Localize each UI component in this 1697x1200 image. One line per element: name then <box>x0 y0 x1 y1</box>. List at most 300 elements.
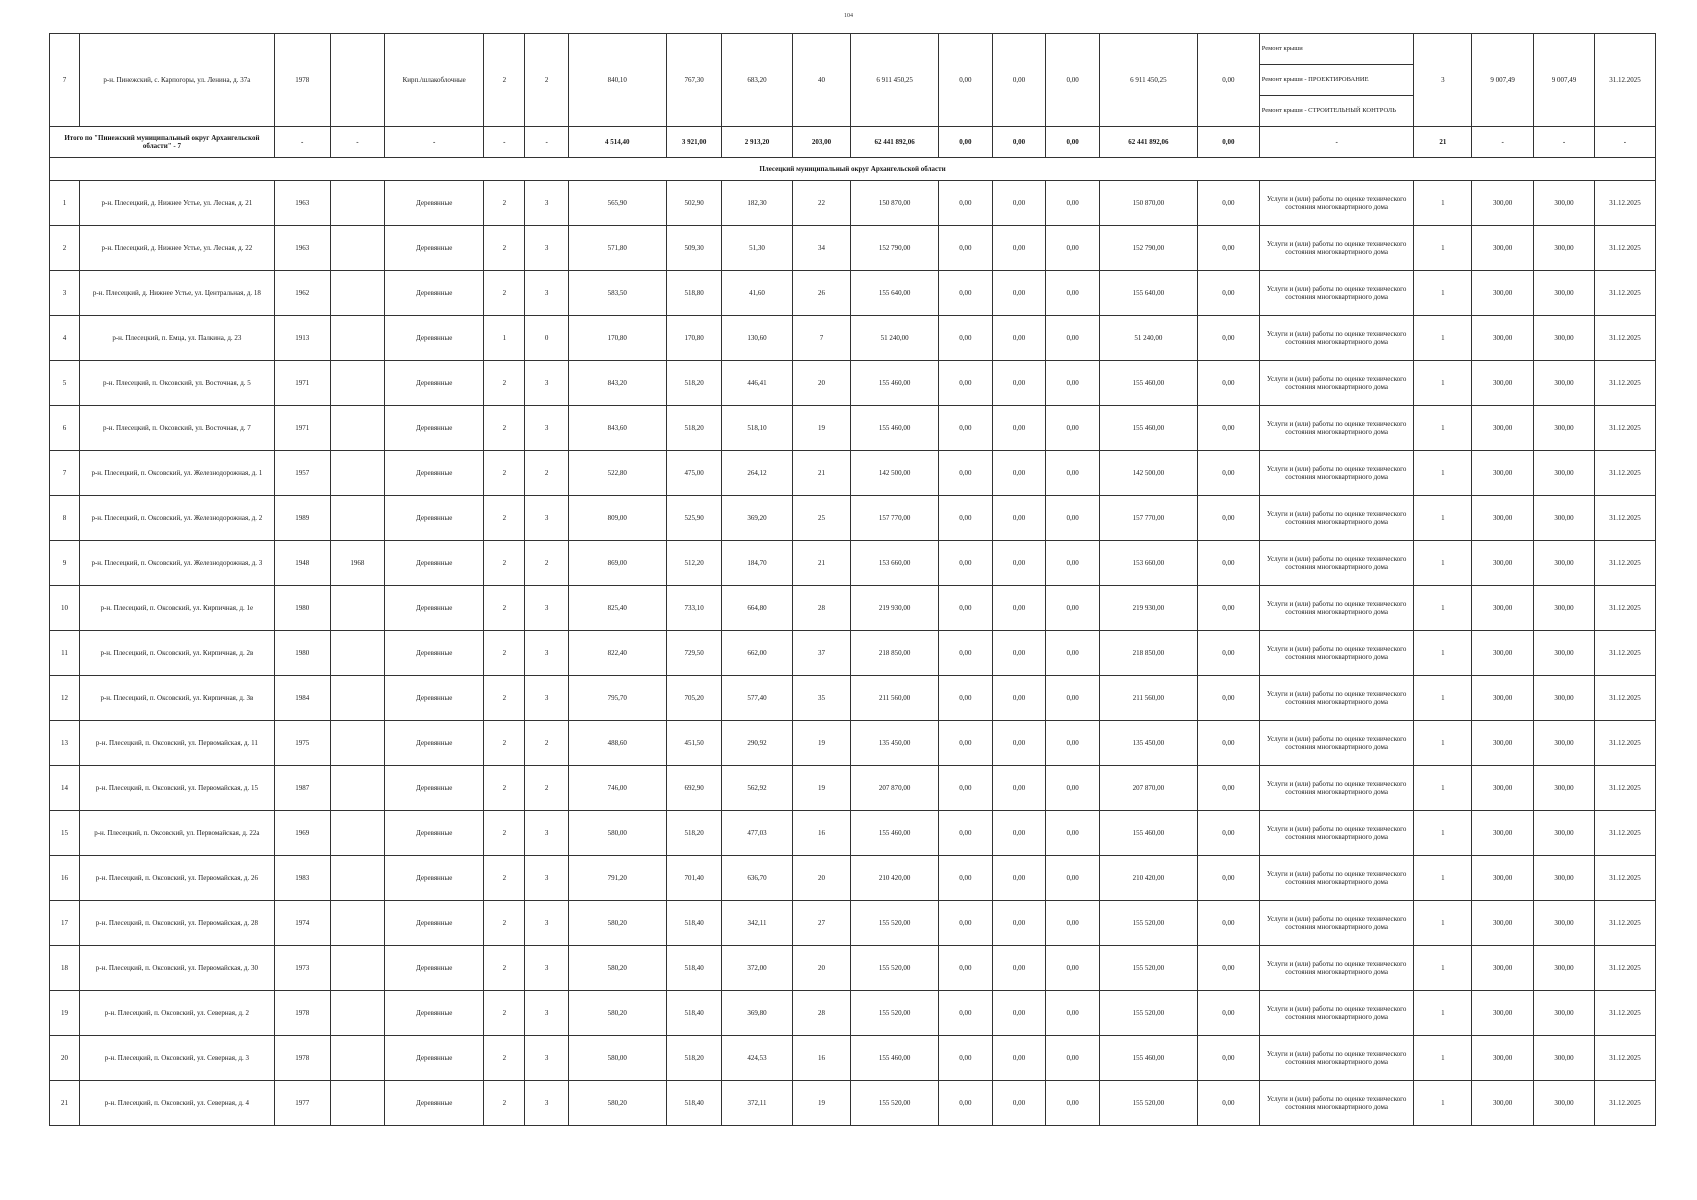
table-cell: 10 <box>50 586 80 631</box>
table-cell: 16 <box>50 856 80 901</box>
table-cell: 0,00 <box>939 676 993 721</box>
table-cell: 0,00 <box>939 271 993 316</box>
table-cell: 0,00 <box>992 271 1046 316</box>
table-cell: 0,00 <box>1197 316 1259 361</box>
table-cell: 51 240,00 <box>1099 316 1197 361</box>
table-cell: 0,00 <box>1197 811 1259 856</box>
table-cell: 37 <box>792 631 851 676</box>
table-cell: 843,60 <box>568 406 666 451</box>
table-cell <box>330 856 385 901</box>
table-cell: 4 <box>50 316 80 361</box>
table-cell: 372,00 <box>722 946 792 991</box>
table-cell: 0,00 <box>1046 631 1100 676</box>
table-row <box>50 856 1656 901</box>
table-cell: 0,00 <box>992 226 1046 271</box>
table-cell: 300,00 <box>1534 811 1595 856</box>
table-row <box>50 316 1656 361</box>
table-cell: 26 <box>792 271 851 316</box>
work-description: Услуги и (или) работы по оценке технического состояния многоквартирного дома <box>1259 541 1414 586</box>
table-cell: 3 <box>525 676 568 721</box>
address-cell: р-н. Плесецкий, д. Нижнее Устье, ул. Лесная, д. 22 <box>79 226 274 271</box>
table-cell: 31.12.2025 <box>1594 856 1655 901</box>
table-cell: 218 850,00 <box>851 631 939 676</box>
address-cell: р-н. Плесецкий, п. Оксовский, ул. Восточная, д. 5 <box>79 361 274 406</box>
works-list <box>1259 34 1414 127</box>
table-cell: 1975 <box>274 721 330 766</box>
table-cell <box>330 406 385 451</box>
table-cell: 155 520,00 <box>851 991 939 1036</box>
table-cell: 3 <box>525 181 568 226</box>
address-cell: р-н. Плесецкий, п. Оксовский, ул. Северная, д. 2 <box>79 991 274 1036</box>
table-cell: 1983 <box>274 856 330 901</box>
table-cell: 0,00 <box>939 1036 993 1081</box>
table-cell: 300,00 <box>1534 586 1595 631</box>
table-cell: 300,00 <box>1534 721 1595 766</box>
table-cell: 12 <box>50 676 80 721</box>
table-cell: 157 770,00 <box>851 496 939 541</box>
table-cell: 31.12.2025 <box>1594 181 1655 226</box>
table-cell: 155 460,00 <box>1099 361 1197 406</box>
table-cell: 0,00 <box>1046 946 1100 991</box>
table-cell: 5 <box>50 361 80 406</box>
table-cell: 565,90 <box>568 181 666 226</box>
table-cell: 518,20 <box>666 811 722 856</box>
address-cell: р-н. Плесецкий, п. Оксовский, ул. Восточная, д. 7 <box>79 406 274 451</box>
table-cell: 580,00 <box>568 1036 666 1081</box>
table-cell: 372,11 <box>722 1081 792 1126</box>
table-cell: 19 <box>792 406 851 451</box>
table-cell: Деревянные <box>385 631 484 676</box>
table-cell: 2 <box>525 541 568 586</box>
work-description: Услуги и (или) работы по оценке технического состояния многоквартирного дома <box>1259 631 1414 676</box>
table-cell: 0,00 <box>939 946 993 991</box>
table-cell: 1 <box>1414 721 1472 766</box>
table-cell: 300,00 <box>1472 181 1534 226</box>
table-cell: 31.12.2025 <box>1594 991 1655 1036</box>
table-cell: 522,80 <box>568 451 666 496</box>
work-description: Услуги и (или) работы по оценке технического состояния многоквартирного дома <box>1259 1036 1414 1081</box>
table-cell: 3 <box>525 361 568 406</box>
table-row <box>50 946 1656 991</box>
table-cell: 0,00 <box>992 451 1046 496</box>
table-cell: 28 <box>792 991 851 1036</box>
table-cell: 2 <box>525 451 568 496</box>
table-cell: 583,50 <box>568 271 666 316</box>
table-cell: 155 460,00 <box>1099 1036 1197 1081</box>
table-cell: 300,00 <box>1472 361 1534 406</box>
address-cell: р-н. Плесецкий, п. Оксовский, ул. Первомайская, д. 22а <box>79 811 274 856</box>
table-cell: 0,00 <box>1046 586 1100 631</box>
address-cell: р-н. Плесецкий, п. Оксовский, ул. Железнодорожная, д. 1 <box>79 451 274 496</box>
table-row <box>50 361 1656 406</box>
work-description: Услуги и (или) работы по оценке технического состояния многоквартирного дома <box>1259 181 1414 226</box>
table-cell: 300,00 <box>1472 676 1534 721</box>
table-cell: 0,00 <box>1046 181 1100 226</box>
table-cell: 825,40 <box>568 586 666 631</box>
table-cell: 135 450,00 <box>1099 721 1197 766</box>
table-cell: 7 <box>792 316 851 361</box>
table-cell: 518,20 <box>666 361 722 406</box>
table-cell: 300,00 <box>1534 991 1595 1036</box>
table-cell: 2 <box>484 406 525 451</box>
table-cell: 1 <box>1414 316 1472 361</box>
table-cell: 300,00 <box>1534 496 1595 541</box>
page-number: 104 <box>844 13 853 19</box>
table-cell: 300,00 <box>1472 451 1534 496</box>
table-cell: 3 <box>525 631 568 676</box>
table-cell <box>330 766 385 811</box>
table-cell: 264,12 <box>722 451 792 496</box>
table-cell: Деревянные <box>385 361 484 406</box>
work-description: Услуги и (или) работы по оценке технического состояния многоквартирного дома <box>1259 271 1414 316</box>
table-cell: 562,92 <box>722 766 792 811</box>
table-cell: 369,20 <box>722 496 792 541</box>
table-cell: 0,00 <box>939 901 993 946</box>
table-cell: 1 <box>1414 271 1472 316</box>
table-cell: 300,00 <box>1472 766 1534 811</box>
table-cell: 51,30 <box>722 226 792 271</box>
table-cell: 2 <box>50 226 80 271</box>
work-item: Ремонт крыши <box>1260 34 1414 65</box>
table-cell: 150 870,00 <box>1099 181 1197 226</box>
table-cell: 2 <box>484 631 525 676</box>
table-cell: 218 850,00 <box>1099 631 1197 676</box>
table-cell: 3 <box>525 811 568 856</box>
table-cell: 34 <box>792 226 851 271</box>
table-cell: 2 <box>525 766 568 811</box>
table-cell: 0,00 <box>939 181 993 226</box>
table-cell: 155 520,00 <box>1099 991 1197 1036</box>
table-cell: 369,80 <box>722 991 792 1036</box>
table-cell: 19 <box>792 721 851 766</box>
table-cell: 18 <box>50 946 80 991</box>
table-cell: 1 <box>1414 496 1472 541</box>
table-cell: 518,20 <box>666 406 722 451</box>
table-cell: 300,00 <box>1472 1036 1534 1081</box>
table-cell: 1963 <box>274 226 330 271</box>
table-cell: 17 <box>50 901 80 946</box>
table-cell: 182,30 <box>722 181 792 226</box>
table-cell: 0,00 <box>1046 361 1100 406</box>
table-cell: 300,00 <box>1534 406 1595 451</box>
table-cell: 300,00 <box>1534 856 1595 901</box>
table-cell: 300,00 <box>1534 946 1595 991</box>
table-cell: 1969 <box>274 811 330 856</box>
table-cell <box>330 991 385 1036</box>
address-cell: р-н. Плесецкий, п. Оксовский, ул. Первомайская, д. 11 <box>79 721 274 766</box>
table-cell: 0,00 <box>939 856 993 901</box>
table-cell: 1 <box>1414 946 1472 991</box>
table-cell: 3 <box>50 271 80 316</box>
table-cell: 1978 <box>274 1036 330 1081</box>
table-cell: 795,70 <box>568 676 666 721</box>
table-cell: 219 930,00 <box>1099 586 1197 631</box>
table-cell: 0,00 <box>939 721 993 766</box>
table-cell: 518,20 <box>666 1036 722 1081</box>
table-cell: 170,80 <box>666 316 722 361</box>
address-cell: р-н. Плесецкий, п. Оксовский, ул. Железнодорожная, д. 2 <box>79 496 274 541</box>
address-cell: р-н. Плесецкий, п. Оксовский, ул. Кирпичная, д. 1е <box>79 586 274 631</box>
table-cell: 0,00 <box>1046 811 1100 856</box>
table-cell: 580,20 <box>568 901 666 946</box>
address-cell: р-н. Плесецкий, п. Оксовский, ул. Кирпичная, д. 2в <box>79 631 274 676</box>
table-row <box>50 676 1656 721</box>
work-description: Услуги и (или) работы по оценке технического состояния многоквартирного дома <box>1259 676 1414 721</box>
table-cell: 0,00 <box>1046 856 1100 901</box>
table-cell: 31.12.2025 <box>1594 541 1655 586</box>
table-cell: 1 <box>1414 541 1472 586</box>
table-cell: 0,00 <box>939 1081 993 1126</box>
table-cell: Деревянные <box>385 946 484 991</box>
table-cell: 0,00 <box>1197 361 1259 406</box>
table-cell: Деревянные <box>385 676 484 721</box>
table-cell <box>330 676 385 721</box>
table-cell: 15 <box>50 811 80 856</box>
table-cell: 20 <box>792 361 851 406</box>
table-cell: 22 <box>792 181 851 226</box>
table-cell: 31.12.2025 <box>1594 496 1655 541</box>
table-cell: 0,00 <box>1197 946 1259 991</box>
table-cell: 51 240,00 <box>851 316 939 361</box>
table-cell: 502,90 <box>666 181 722 226</box>
table-cell: 1971 <box>274 406 330 451</box>
table-cell: 8 <box>50 496 80 541</box>
table-cell: 300,00 <box>1534 226 1595 271</box>
table-cell: 0,00 <box>1197 586 1259 631</box>
table-cell: 300,00 <box>1534 271 1595 316</box>
table-row <box>50 991 1656 1036</box>
table-cell <box>330 721 385 766</box>
table-cell: 0,00 <box>1197 451 1259 496</box>
table-cell: 290,92 <box>722 721 792 766</box>
table-cell: 2 <box>484 991 525 1036</box>
table-cell: 152 790,00 <box>851 226 939 271</box>
address-cell: р-н. Плесецкий, п. Оксовский, ул. Кирпичная, д. 3в <box>79 676 274 721</box>
table-cell: 869,00 <box>568 541 666 586</box>
table-cell: 0,00 <box>1197 766 1259 811</box>
table-cell: 31.12.2025 <box>1594 676 1655 721</box>
table-cell: 20 <box>792 946 851 991</box>
table-cell: 580,20 <box>568 1081 666 1126</box>
work-description: Услуги и (или) работы по оценке технического состояния многоквартирного дома <box>1259 451 1414 496</box>
table-cell: Деревянные <box>385 316 484 361</box>
table-cell: 0,00 <box>1046 316 1100 361</box>
table-cell: 662,00 <box>722 631 792 676</box>
table-cell: 155 520,00 <box>1099 901 1197 946</box>
table-row <box>50 766 1656 811</box>
section-row <box>50 158 1656 181</box>
table-cell: 155 640,00 <box>851 271 939 316</box>
table-cell: 0 <box>525 316 568 361</box>
table-cell: 1 <box>1414 361 1472 406</box>
table-cell: 157 770,00 <box>1099 496 1197 541</box>
address-cell: р-н. Плесецкий, д. Нижнее Устье, ул. Лесная, д. 21 <box>79 181 274 226</box>
table-cell: 1 <box>1414 676 1472 721</box>
table-cell: 31.12.2025 <box>1594 1036 1655 1081</box>
table-cell: 3 <box>525 856 568 901</box>
table-cell: 1980 <box>274 631 330 676</box>
address-cell: р-н. Плесецкий, п. Емца, ул. Палкина, д. 23 <box>79 316 274 361</box>
table-cell: 2 <box>484 361 525 406</box>
table-cell: 300,00 <box>1472 226 1534 271</box>
table-cell: 7 <box>50 451 80 496</box>
table-row <box>50 901 1656 946</box>
table-row: 7 р-н. Пинежский, с. Карпогоры, ул. Ленина, д. 37а 1978 Кирп./шлакоблочные 2 2 840,10 767,30 683,20 40 6 911 450,25 0,00 0,00 0,00 6 911 450,25 0,00 Ремонт крыши Ремонт крыши - ПРОЕКТИРОВАНИЕ Ремонт крыши - СТРОИТЕЛЬНЫЙ КОНТРОЛЬ 3 9 007,49 9 007,49 31.12.2025 <box>50 34 1656 127</box>
work-description: Услуги и (или) работы по оценке технического состояния многоквартирного дома <box>1259 766 1414 811</box>
table-cell: 1968 <box>330 541 385 586</box>
table-cell: 0,00 <box>992 856 1046 901</box>
table-cell: 424,53 <box>722 1036 792 1081</box>
table-cell: 2 <box>484 946 525 991</box>
table-cell: 31.12.2025 <box>1594 721 1655 766</box>
table-cell: 0,00 <box>1046 1036 1100 1081</box>
table-cell: 152 790,00 <box>1099 226 1197 271</box>
table-cell: 300,00 <box>1534 451 1595 496</box>
table-cell: 155 520,00 <box>1099 1081 1197 1126</box>
table-cell: 0,00 <box>992 811 1046 856</box>
table-cell: 1978 <box>274 991 330 1036</box>
table-cell: 9 <box>50 541 80 586</box>
table-cell: 31.12.2025 <box>1594 406 1655 451</box>
work-description: Услуги и (или) работы по оценке технического состояния многоквартирного дома <box>1259 811 1414 856</box>
table-cell: 300,00 <box>1534 676 1595 721</box>
table-row <box>50 1036 1656 1081</box>
table-cell: 11 <box>50 631 80 676</box>
table-cell <box>330 316 385 361</box>
address-cell: р-н. Пинежский, с. Карпогоры, ул. Ленина, д. 37а <box>79 34 274 127</box>
table-cell: 20 <box>792 856 851 901</box>
table-cell: 0,00 <box>1046 901 1100 946</box>
table-cell: 3 <box>525 991 568 1036</box>
table-cell: 300,00 <box>1472 541 1534 586</box>
table-cell: 0,00 <box>1046 226 1100 271</box>
table-cell: 155 460,00 <box>851 1036 939 1081</box>
table-cell: 1 <box>1414 811 1472 856</box>
table-row <box>50 271 1656 316</box>
table-cell: 3 <box>525 1081 568 1126</box>
table-cell: Деревянные <box>385 271 484 316</box>
table-cell: 822,40 <box>568 631 666 676</box>
table-cell: 0,00 <box>1046 766 1100 811</box>
table-cell: 1984 <box>274 676 330 721</box>
work-description: Услуги и (или) работы по оценке технического состояния многоквартирного дома <box>1259 586 1414 631</box>
table-cell: 518,40 <box>666 1081 722 1126</box>
table-cell: 746,00 <box>568 766 666 811</box>
table-cell <box>330 1081 385 1126</box>
table-cell: 1 <box>1414 901 1472 946</box>
address-cell: р-н. Плесецкий, п. Оксовский, ул. Железнодорожная, д. 3 <box>79 541 274 586</box>
table-cell: 0,00 <box>992 631 1046 676</box>
table-cell: 1977 <box>274 1081 330 1126</box>
table-cell: 1948 <box>274 541 330 586</box>
table-cell: 31.12.2025 <box>1594 1081 1655 1126</box>
table-cell: 0,00 <box>939 316 993 361</box>
table-cell <box>330 271 385 316</box>
table-cell: 0,00 <box>992 1081 1046 1126</box>
address-cell: р-н. Плесецкий, п. Оксовский, ул. Первомайская, д. 30 <box>79 946 274 991</box>
table-cell: 2 <box>484 856 525 901</box>
table-cell: 0,00 <box>1197 856 1259 901</box>
table-cell: 31.12.2025 <box>1594 631 1655 676</box>
table-cell: 580,20 <box>568 946 666 991</box>
table-cell: 0,00 <box>939 451 993 496</box>
table-cell: 518,40 <box>666 946 722 991</box>
table-cell: 31.12.2025 <box>1594 451 1655 496</box>
table-cell: 0,00 <box>1046 991 1100 1036</box>
table-cell: 14 <box>50 766 80 811</box>
table-cell: 2 <box>484 541 525 586</box>
table-cell: Деревянные <box>385 991 484 1036</box>
table-cell: 0,00 <box>992 541 1046 586</box>
table-cell: 170,80 <box>568 316 666 361</box>
table-cell: 518,80 <box>666 271 722 316</box>
table-cell: 729,50 <box>666 631 722 676</box>
table-cell: Деревянные <box>385 451 484 496</box>
table-row <box>50 451 1656 496</box>
table-cell: 300,00 <box>1534 541 1595 586</box>
table-cell: 0,00 <box>939 631 993 676</box>
table-cell: 16 <box>792 1036 851 1081</box>
table-cell: 525,90 <box>666 496 722 541</box>
table-cell: 0,00 <box>939 541 993 586</box>
table-cell: 155 520,00 <box>851 1081 939 1126</box>
table-cell: 31.12.2025 <box>1594 226 1655 271</box>
table-cell: 518,40 <box>666 991 722 1036</box>
table-cell: 142 500,00 <box>851 451 939 496</box>
table-cell: 300,00 <box>1472 991 1534 1036</box>
table-cell: 2 <box>484 721 525 766</box>
table-row <box>50 181 1656 226</box>
table-cell: 636,70 <box>722 856 792 901</box>
table-cell: 0,00 <box>992 406 1046 451</box>
work-description: Услуги и (или) работы по оценке технического состояния многоквартирного дома <box>1259 361 1414 406</box>
table-cell: 300,00 <box>1534 316 1595 361</box>
table-cell: 153 660,00 <box>1099 541 1197 586</box>
table-cell <box>330 226 385 271</box>
table-cell: 300,00 <box>1472 1081 1534 1126</box>
table-cell: 1 <box>1414 1036 1472 1081</box>
table-cell: 1 <box>484 316 525 361</box>
table-cell: 31.12.2025 <box>1594 361 1655 406</box>
table-cell: 1987 <box>274 766 330 811</box>
table-cell: 0,00 <box>939 586 993 631</box>
table-cell: 1973 <box>274 946 330 991</box>
table-cell: 31.12.2025 <box>1594 946 1655 991</box>
table-cell <box>330 451 385 496</box>
table-cell: 21 <box>50 1081 80 1126</box>
table-cell: Деревянные <box>385 811 484 856</box>
table-cell: 1 <box>1414 226 1472 271</box>
table-cell: 3 <box>525 946 568 991</box>
table-row <box>50 226 1656 271</box>
table-cell: 577,40 <box>722 676 792 721</box>
work-description: Услуги и (или) работы по оценке технического состояния многоквартирного дома <box>1259 991 1414 1036</box>
table-cell: 184,70 <box>722 541 792 586</box>
table-cell <box>330 901 385 946</box>
table-cell: Деревянные <box>385 586 484 631</box>
table-cell: 300,00 <box>1472 406 1534 451</box>
table-cell: 1 <box>1414 181 1472 226</box>
table-cell: 0,00 <box>939 496 993 541</box>
table-cell: 31.12.2025 <box>1594 586 1655 631</box>
table-cell: 0,00 <box>939 991 993 1036</box>
table-cell: 300,00 <box>1472 316 1534 361</box>
table-cell: 0,00 <box>1197 1081 1259 1126</box>
table-cell: 300,00 <box>1472 856 1534 901</box>
table-cell: 20 <box>50 1036 80 1081</box>
table-cell: Деревянные <box>385 856 484 901</box>
table-cell: Деревянные <box>385 541 484 586</box>
